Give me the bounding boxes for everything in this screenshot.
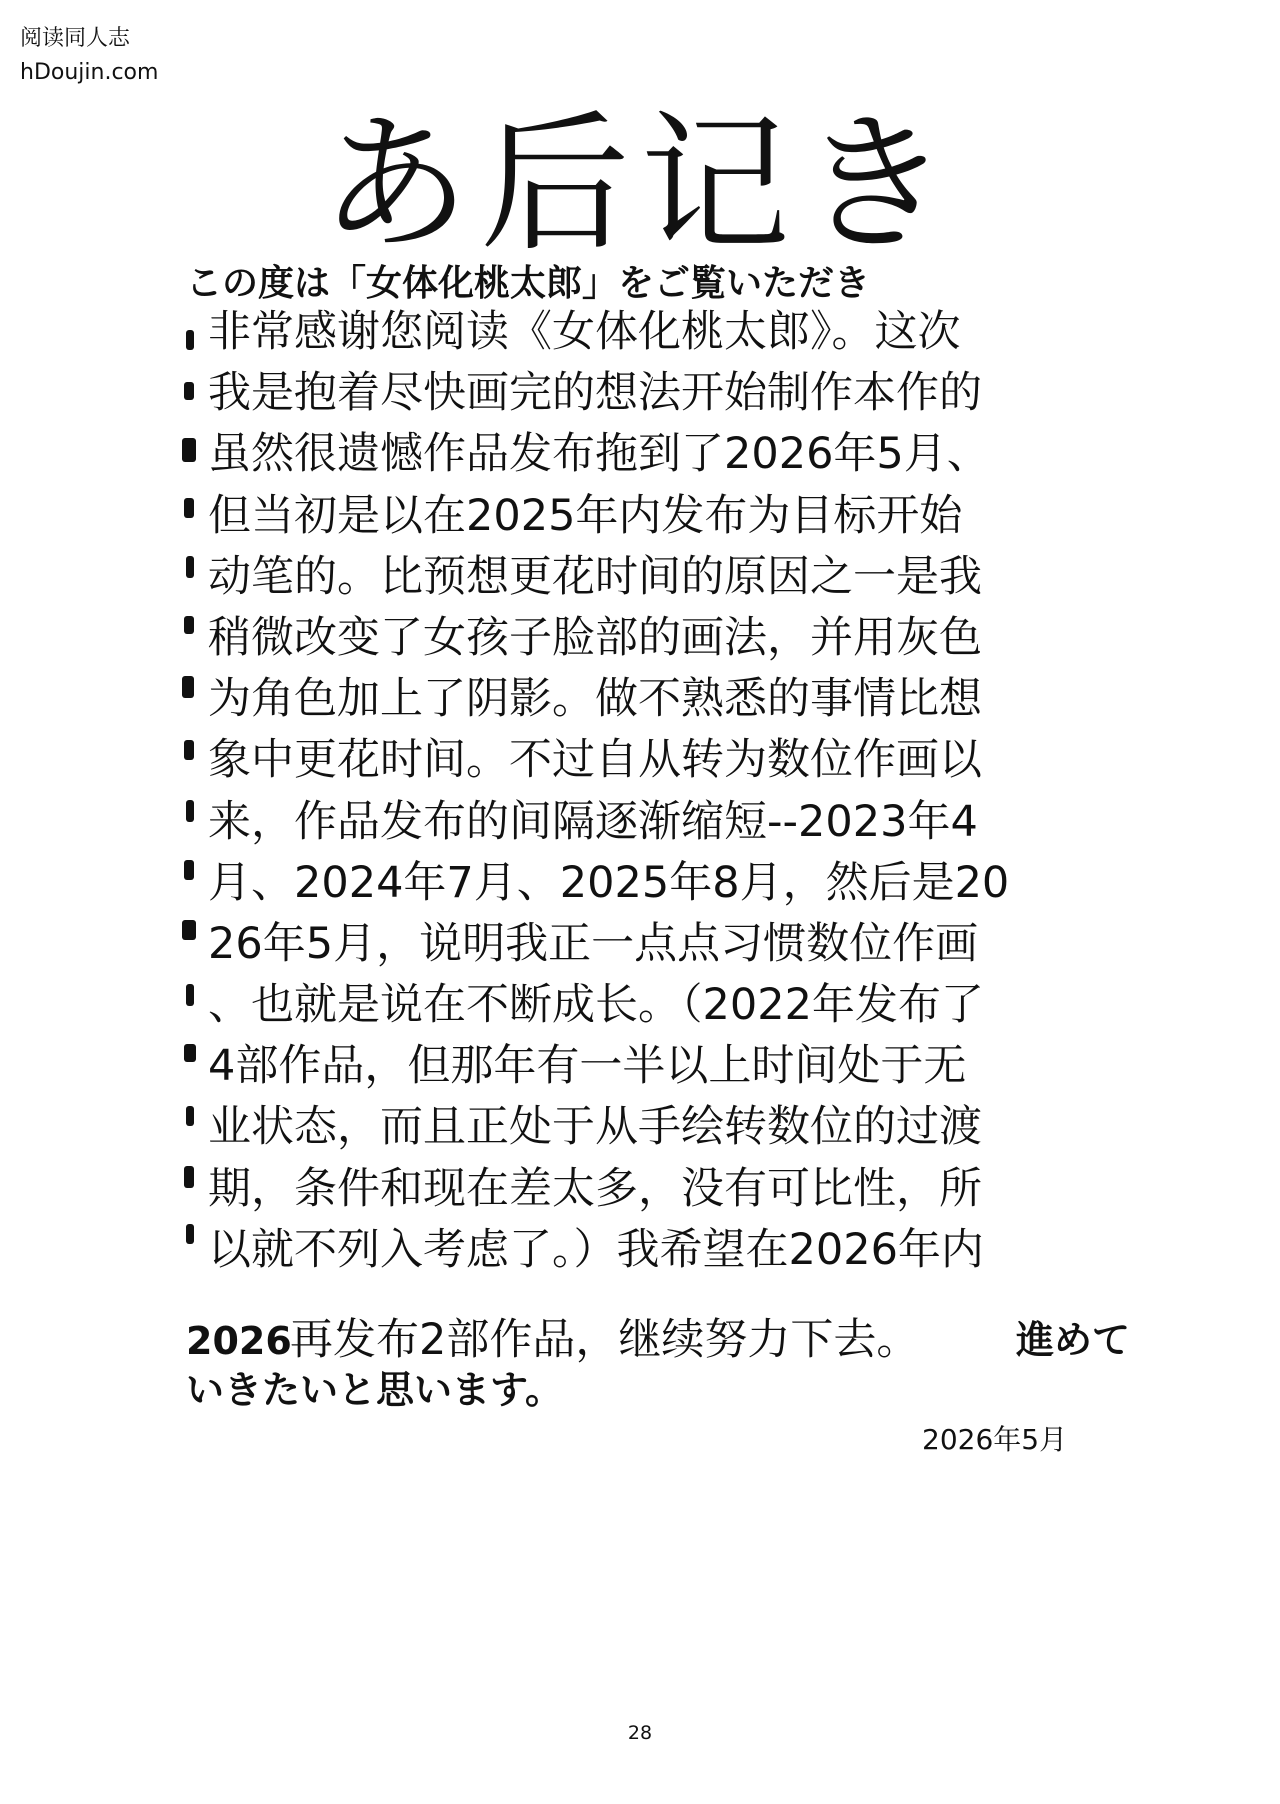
watermark-url: hDoujin.com (20, 60, 159, 85)
remnant-mark (186, 800, 194, 822)
remnant-mark (186, 984, 194, 1006)
japanese-closing-line: いきたいと思います。 (186, 1368, 563, 1412)
japanese-trail-prefix: 2026 (186, 1319, 292, 1363)
signoff-date: 2026年5月 (922, 1423, 1068, 1456)
body-line: 象中更花时间。不过自从转为数位作画以 (208, 735, 982, 786)
body-line: 以就不列入考虑了。）我希望在2026年内 (208, 1224, 984, 1275)
remnant-mark (184, 860, 194, 880)
body-line: 非常感谢您阅读《女体化桃太郎》。这次 (208, 307, 961, 357)
body-line: 为角色加上了阴影。做不熟悉的事情比想 (208, 674, 982, 725)
body-line: 但当初是以在2025年内发布为目标开始 (208, 490, 963, 541)
body-line: 4部作品，但那年有一半以上时间处于无 (208, 1041, 967, 1092)
remnant-mark (184, 616, 194, 634)
body-line: 26年5月，说明我正一点点习惯数位作画 (208, 918, 979, 969)
remnant-mark (182, 676, 194, 698)
remnant-mark (184, 1166, 194, 1188)
body-line: 月、2024年7月、2025年8月，然后是20 (208, 857, 1010, 908)
page-title: あ后记き (319, 98, 960, 272)
japanese-header-line: この度は「女体化桃太郎」をご覧いただき (186, 263, 871, 304)
body-line-final: 再发布2部作品，继续努力下去。 (290, 1315, 920, 1365)
remnant-mark (182, 920, 196, 940)
remnant-mark (184, 1044, 196, 1062)
watermark-title: 阅读同人志 (20, 26, 131, 51)
body-line: 我是抱着尽快画完的想法开始制作本作的 (208, 368, 982, 419)
remnant-mark (184, 498, 194, 518)
body-line: 、也就是说在不断成长。（2022年发布了 (208, 980, 984, 1031)
original-text-remnants (182, 320, 208, 1370)
remnant-mark (186, 330, 194, 350)
remnant-mark (184, 382, 194, 400)
remnant-mark (186, 1106, 194, 1126)
site-watermark (20, 22, 158, 90)
remnant-mark (182, 438, 196, 462)
remnant-mark (184, 740, 194, 760)
remnant-mark (186, 1224, 194, 1244)
remnant-mark (186, 556, 194, 578)
body-line: 来，作品发布的间隔逐渐缩短--2023年4 (208, 796, 978, 847)
afterword-body (208, 302, 1098, 1281)
page-number: 28 (627, 1722, 653, 1744)
body-line: 稍微改变了女孩子脸部的画法，并用灰色 (208, 612, 982, 663)
body-line: 动笔的。比预想更花时间的原因之一是我 (208, 551, 982, 602)
japanese-trail-end: 進めて (1016, 1318, 1131, 1362)
body-line: 期，条件和现在差太多，没有可比性，所 (208, 1163, 982, 1214)
body-line: 虽然很遗憾作品发布拖到了2026年5月、 (208, 429, 990, 480)
body-line: 业状态，而且正处于从手绘转数位的过渡 (208, 1102, 982, 1153)
